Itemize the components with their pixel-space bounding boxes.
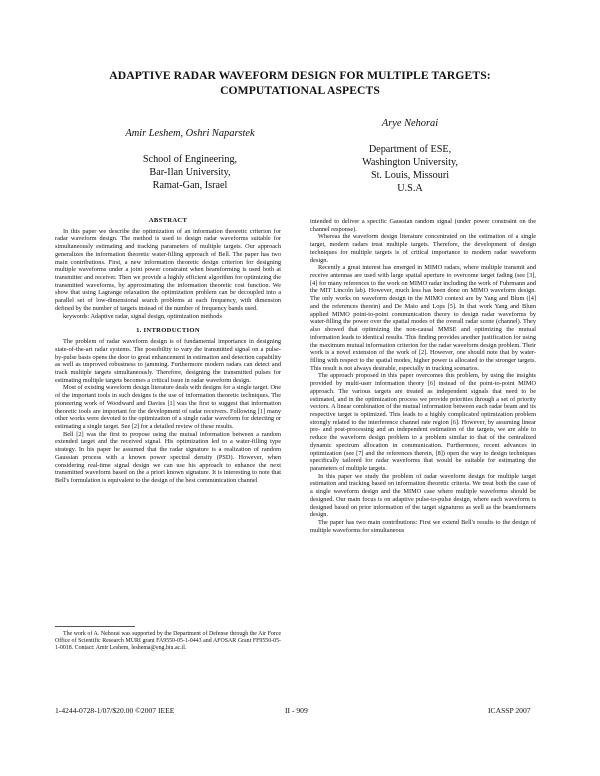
intro-paragraph: The paper has two main contributions: First we extend Bell's results to the design of multiple waveforms for simultaneous [310, 519, 536, 534]
title-line-2: COMPUTATIONAL ASPECTS [220, 84, 380, 97]
left-column [55, 217, 281, 485]
intro-paragraph: Whereas the waveform design literature concentrated on the estimation of a single target, modern radars treat multiple targets. Therefore, the development of design techniques for multiple targets is of critical importance to modern radar waveform design. [310, 233, 536, 264]
footnote-text: The work of A. Nehorai was supported by the Department of Defense through the Air Force Office of Scientific Research MURI grant FA9550-05-1-0443 and AFOSAR Grant FF9550-05-1-0018. Contact: Amir Leshem, leshema@eng.biu.ac.il. [55, 631, 281, 652]
footnote-rule [55, 626, 135, 627]
affiliation-line: Washington University, [362, 156, 458, 168]
author-block-1 [95, 127, 285, 192]
footer-page-number: II - 909 [285, 706, 308, 715]
footnote [55, 631, 281, 653]
affiliation-line: Bar-Ilan University, [149, 166, 231, 178]
intro-paragraph: The problem of radar waveform design is of fundamental importance in designing state-of-the-art radar systems. The possibility to vary the transmitted signal on a pulse-by-pulse basis opens the door to great enhancement in estimation and detection capability as well as improved robustness to jamming. Furthermore modern radars can detect and track multiple targets simultaneously. Therefore, designing the transmitted pulses for estimating multiple targets becomes a critical issue in radar waveform design. [55, 338, 281, 384]
intro-paragraph: In this paper we study the problem of radar waveform design for multiple target estimation and tracking based on information theoretic criteria. We treat both the case of a single waveform design and the MIMO case where multiple waveforms should be designed. Our main focus is on adaptive pulse-to-pulse design, where each waveform is designed based on prior information of the target signatures as well as the beamformers design. [310, 472, 536, 519]
author-block-2 [315, 117, 505, 195]
affiliation-line: School of Engineering, [142, 153, 238, 165]
abstract-heading: ABSTRACT [148, 217, 188, 224]
footer-conference: ICASSP 2007 [488, 706, 531, 715]
author-affiliation [315, 143, 505, 196]
intro-paragraph: intended to deliver a specific Gaussian random signal (under power constraint on the channel response). [310, 218, 536, 233]
intro-paragraph: The approach proposed in this paper overcomes this problem, by using the insights provided by multi-user information theory [6] instead of the point-to-point MIMO approach. The various targets are treated as independent signals that need to be estimated, and in the optimization process we provide priorities through a set of priority vectors. A linear combination of the mutual information between each radar beam and its respective target is optimized. This leads to a highly complicated optimization problem strongly related to the interference channel rate region [6]. However, by assuming linear pre- and post-processing and an independent estimation of the targets, we are able to reduce the waveform design problem to a problem similar to that of the centralized dynamic spectrum allocation in communication. Furthermore, recent advances in optimization (see [7] and the references therein, [8]) open the way to design techniques specifically tailored for radar waveforms that would be suitable for estimating the parameters of multiple targets. [310, 372, 536, 472]
intro-paragraph: Recently a great interest has emerged in MIMO radars, where multiple transmit and receive antennas are used with large spatial aperture to overcome target fading (see [3], [4] for many references to the work on MIMO radar including the work of Fuhrmann and the MIT Lincoln lab). However, much less has been done on MIMO waveform design. The only works on waveform design in the MIMO context are by Yang and Blum ([4] and the references therein) and De Maio and Lops [5]. In that work Yang and Blum applied MIMO point-to-point communication theory to design radar waveforms by water-filling the power over the spatial modes of the overall radar scene (channel). They also showed that optimizing the non-causal MMSE and optimizing the mutual information leads to identical results. This finding provides another justification for using the maximum mutual information criterion for the radar waveform design problem. Their work is a novel extension of the work of [2]. However, one should note that by water-filling with respect to the spatial modes, higher power is allocated to the stronger targets. This result is not always desirable, especially in tracking scenarios. [310, 264, 536, 372]
title-line-1: ADAPTIVE RADAR WAVEFORM DESIGN FOR MULTIPLE TARGETS: [109, 69, 491, 82]
author-names: Arye Nehorai [381, 118, 439, 129]
affiliation-line: St. Louis, Missouri [370, 169, 450, 181]
author-names: Amir Leshem, Oshri Naparstek [125, 128, 255, 139]
introduction-heading: 1. INTRODUCTION [136, 327, 200, 335]
affiliation-line: Ramat-Gan, Israel [152, 179, 228, 191]
author-affiliation [95, 153, 285, 193]
intro-paragraph: Bell [2] was the first to propose using the mutual information between a random extended target and the received signal. His optimization led to a water-filling type strategy. In his paper he assumed that the radar signature is a realization of random Gaussian process with a known power spectral density (PSD). However, when considering real-time signal design we can use his approach to enhance the next transmitted waveform based on the a priori known signature. It is interesting to note that Bell's formulation is equivalent to the design of the best communication channel [55, 430, 281, 484]
footer-copyright: 1-4244-0728-1/07/$20.00 ©2007 IEEE [55, 706, 175, 715]
intro-paragraph: Most of existing waveform design literature deals with designs for a single target. One of the important tools in such designs is the use of information theoretic techniques. The pioneering work of Woodward and Davies [1] was the first to suggest that information theoretic tools are important for the development of radar receivers. Following [1] many other works were devoted to the optimization of a single radar waveform for detecting or estimating a single target. See [2] for a detailed review of these results. [55, 384, 281, 430]
abstract-text: In this paper we describe the optimization of an information theoretic criterion for radar waveform design. The method is used to design radar waveforms suitable for simultaneously estimating and tracking parameters of multiple targets. Our approach generalizes the information theoretic water-filling approach of Bell. The paper has two main contributions. First, a new information theoretic design criterion for designing multiple waveforms under a joint power constraint when beamforming is used both at transmitter and receiver. Then we provide a highly efficient algorithm for optimizing the transmitted waveforms, by approximating the information theoretic cost function. We show that using Lagrange relaxation the optimization problem can be decoupled into a parallel set of low-dimensional search problems at each frequency, with dimension defined by the number of targets instead of the number of frequency bands used. [55, 227, 281, 312]
right-column [310, 218, 536, 534]
affiliation-line: Department of ESE, [368, 143, 452, 155]
paper-title [60, 68, 540, 98]
keywords: keywords: Adaptive radar, signal design, optimization methods [63, 312, 222, 320]
affiliation-line: U.S.A [397, 183, 423, 195]
